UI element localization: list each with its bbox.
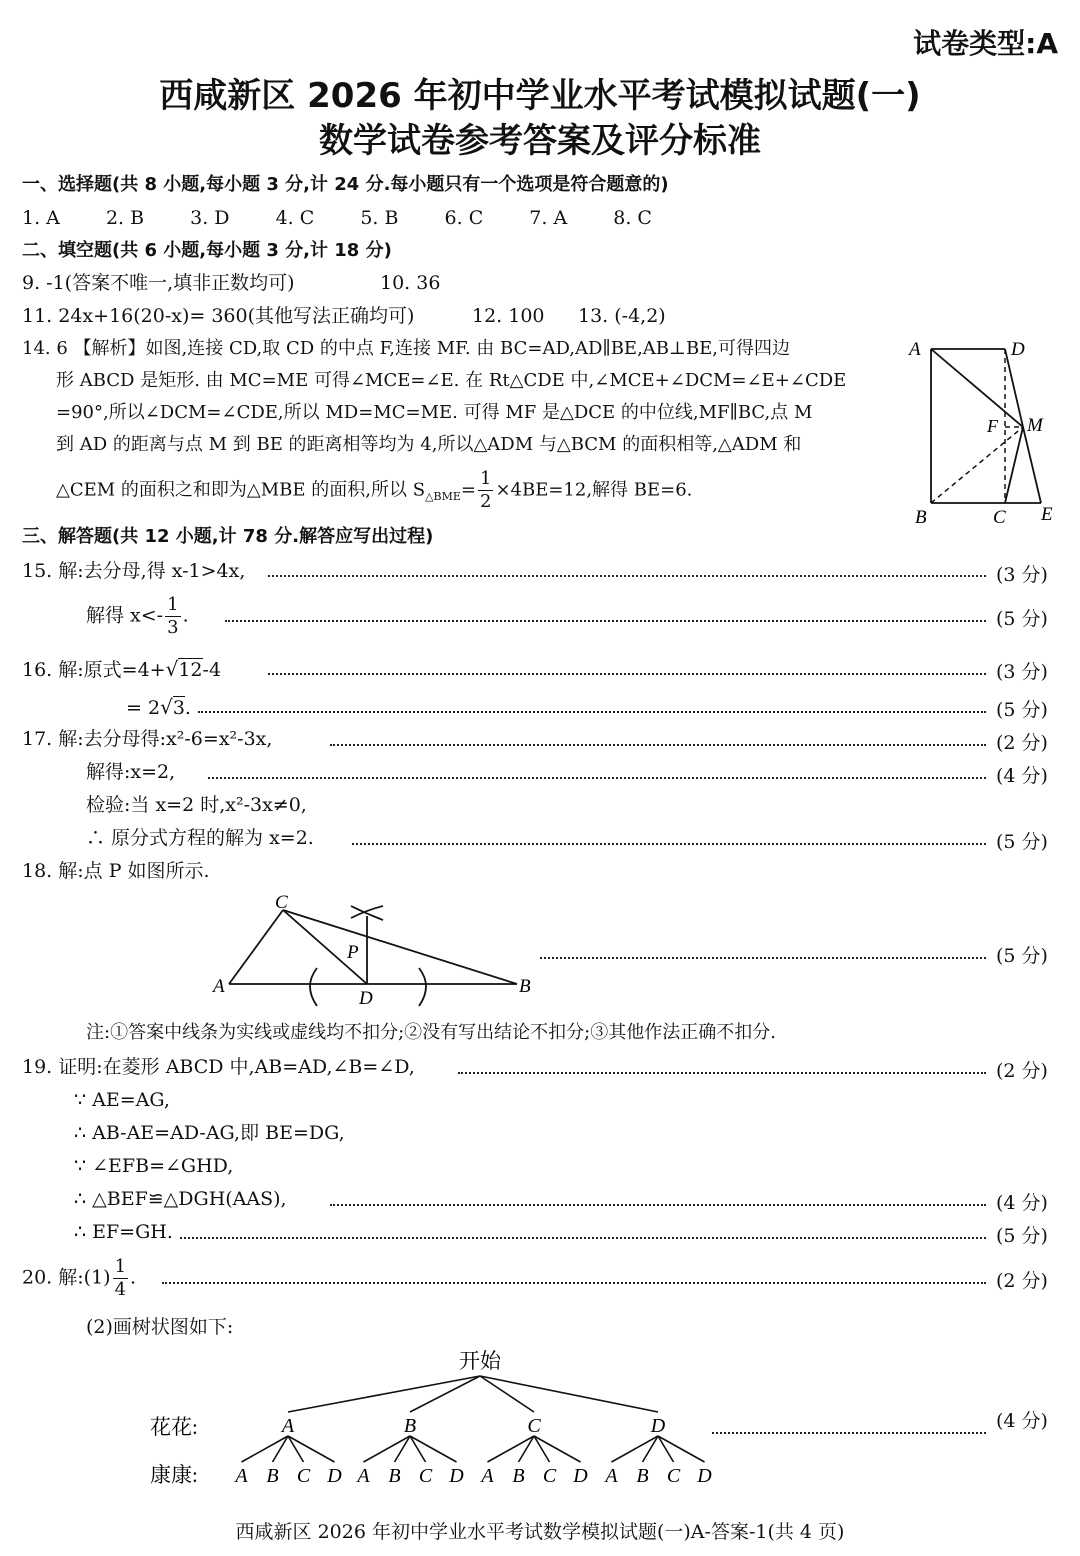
answer-q10: 10. 36 <box>380 272 441 294</box>
answer-q20-line: 20. 解:(1) $\frac{1}{4}$ . <box>22 1256 137 1300</box>
point-label-f: F <box>987 416 998 436</box>
answer-q15-line: 解得 x<- $\frac{1}{3}$ . <box>86 594 189 638</box>
leader-dots <box>540 957 986 959</box>
answer-q12: 12. 100 <box>472 305 545 327</box>
answer-q19-line: ∵ AE=AG, <box>74 1089 170 1111</box>
leader-dots <box>225 620 986 622</box>
score-points: (3 分) <box>996 661 1048 683</box>
tree-row-label: 花花: <box>150 1415 198 1439</box>
answer-q14-line: △CEM 的面积之和即为△MBE 的面积,所以 $S_{\triangle BME}=$ $\frac{1}{2}$ ×4BE=12,解得 BE=6. <box>56 468 693 512</box>
score-points: (5 分) <box>996 831 1048 853</box>
tree-node-level2: A <box>481 1465 494 1487</box>
point-label-b: B <box>519 976 531 997</box>
leader-dots <box>712 1432 986 1434</box>
mc-answer: 5. B <box>360 207 399 229</box>
tree-node-level2: A <box>605 1465 618 1487</box>
tree-node-level2: B <box>512 1465 525 1487</box>
tree-node-level2: B <box>266 1465 279 1487</box>
point-label-a: A <box>909 339 921 360</box>
mc-answer: 8. C <box>613 207 652 229</box>
mc-answer: 4. C <box>275 207 315 229</box>
tree-node-level2: D <box>697 1465 712 1487</box>
mc-answer: 3. D <box>190 207 230 229</box>
answer-q19-line: 19. 证明:在菱形 ABCD 中,AB=AD,∠B=∠D, <box>22 1056 415 1078</box>
answer-q14-line: 到 AD 的距离与点 M 到 BE 的距离相等均为 4,所以△ADM 与△BCM 的面积相等,△ADM 和 <box>56 434 802 455</box>
answer-q14-line: 14. 6 【解析】如图,连接 CD,取 CD 的中点 F,连接 MF. 由 BC=AD,AD∥BE,AB⊥BE,可得四边 <box>22 338 791 359</box>
answer-q16-line: = 2√3. <box>126 695 191 719</box>
tree-diagram <box>140 1340 720 1500</box>
answer-q17-line: 解得:x=2, <box>86 761 176 783</box>
point-label-b: B <box>915 507 927 528</box>
point-label-c: C <box>993 507 1006 528</box>
point-label-c: C <box>275 892 288 913</box>
answer-q19-line: ∴ △BEF≌△DGH(AAS), <box>74 1188 287 1210</box>
point-label-p: P <box>347 942 359 963</box>
tree-node-level1: D <box>650 1415 666 1437</box>
paper-type: 试卷类型:A <box>913 27 1058 60</box>
section1-heading: 一、选择题(共 8 小题,每小题 3 分,计 24 分.每小题只有一个选项是符合题意的) <box>22 174 669 195</box>
answer-q14-line: 形 ABCD 是矩形. 由 MC=ME 可得∠MCE=∠E. 在 Rt△CDE 中,∠MCE+∠DCM=∠E+∠CDE <box>56 370 847 391</box>
fraction: $\frac{1}{2}$ <box>479 468 492 512</box>
leader-dots <box>330 1204 986 1206</box>
score-points: (5 分) <box>996 699 1048 721</box>
tree-start: 开始 <box>459 1349 501 1373</box>
leader-dots <box>198 711 986 713</box>
answer-q19-line: ∴ AB-AE=AD-AG,即 BE=DG, <box>74 1122 345 1144</box>
tree-branch <box>410 1376 480 1412</box>
point-label-d: D <box>1011 339 1025 360</box>
answer-q18-line: 18. 解:点 P 如图所示. <box>22 860 210 882</box>
fraction: $\frac{1}{3}$ <box>167 594 179 638</box>
answer-q20-line: (2)画树状图如下: <box>86 1316 234 1338</box>
mc-answer: 2. B <box>105 207 145 229</box>
score-points: (2 分) <box>996 1270 1048 1292</box>
leader-dots <box>268 575 986 577</box>
note-q18: 注:①答案中线条为实线或虚线均不扣分;②没有写出结论不扣分;③其他作法正确不扣分. <box>86 1022 776 1043</box>
point-label-a: A <box>213 976 225 997</box>
page-footer: 西咸新区 2026 年初中学业水平考试数学模拟试题(一)A-答案-1(共 4 页) <box>235 1521 845 1543</box>
fraction: $\frac{1}{4}$ <box>114 1256 127 1300</box>
leader-dots <box>458 1072 986 1074</box>
page-title: 西咸新区 2026 年初中学业水平考试模拟试题(一) <box>159 76 921 116</box>
leader-dots <box>180 1237 986 1239</box>
score-points: (2 分) <box>996 732 1048 754</box>
score-points: (5 分) <box>996 1225 1048 1247</box>
leader-dots <box>268 673 986 675</box>
figure-q14 <box>905 335 1065 530</box>
answer-q9: 9. -1(答案不唯一,填非正数均可) <box>22 272 295 294</box>
leader-dots <box>162 1282 986 1284</box>
answer-q17-line: 17. 解:去分母得:x²-6=x²-3x, <box>22 728 273 750</box>
answer-q17-line: 检验:当 x=2 时,x²-3x≠0, <box>86 794 307 816</box>
leader-dots <box>208 777 986 779</box>
score-points: (4 分) <box>996 1192 1048 1214</box>
leader-dots <box>330 744 986 746</box>
score-points: (5 分) <box>996 945 1048 967</box>
answer-q13: 13. (-4,2) <box>578 305 666 327</box>
answer-q19-line: ∵ ∠EFB=∠GHD, <box>74 1155 234 1177</box>
tree-node-level2: C <box>666 1465 681 1487</box>
tree-node-level1: B <box>403 1415 417 1437</box>
tree-node-level2: A <box>235 1465 248 1487</box>
answer-q14-line: =90°,所以∠DCM=∠CDE,所以 MD=MC=ME. 可得 MF 是△DCE 的中位线,MF∥BC,点 M <box>56 402 813 423</box>
tree-node-level2: D <box>573 1465 588 1487</box>
mc-answer: 7. A <box>529 207 568 229</box>
answer-q15-line: 15. 解:去分母,得 x-1>4x, <box>22 560 246 582</box>
figure-q18 <box>205 888 540 1010</box>
tree-node-level2: D <box>327 1465 342 1487</box>
score-points: (2 分) <box>996 1060 1048 1082</box>
answer-q16-line: 16. 解:原式=4+√12-4 <box>22 657 222 681</box>
tree-node-level2: C <box>296 1465 311 1487</box>
score-points: (3 分) <box>996 564 1048 586</box>
tree-node-level2: A <box>357 1465 370 1487</box>
point-label-m: M <box>1027 415 1043 436</box>
point-label-d: D <box>359 988 373 1009</box>
mc-answer: 1. A <box>22 207 60 229</box>
score-points: (4 分) <box>996 765 1048 787</box>
page-subtitle: 数学试卷参考答案及评分标准 <box>319 121 761 161</box>
mc-answer: 6. C <box>444 207 484 229</box>
tree-node-level1: C <box>527 1415 541 1437</box>
tree-node-level2: B <box>388 1465 401 1487</box>
point-label-e: E <box>1041 504 1053 525</box>
section2-heading: 二、填空题(共 6 小题,每小题 3 分,计 18 分) <box>22 240 392 261</box>
tree-node-level2: D <box>449 1465 464 1487</box>
tree-node-level2: C <box>418 1465 433 1487</box>
answer-q11: 11. 24x+16(20-x)= 360(其他写法正确均可) <box>22 305 415 327</box>
section3-heading: 三、解答题(共 12 小题,计 78 分.解答应写出过程) <box>22 526 434 547</box>
tree-node-level2: B <box>636 1465 649 1487</box>
tree-branch <box>288 1376 480 1412</box>
score-points: (4 分) <box>996 1410 1048 1432</box>
tree-node-level2: C <box>542 1465 557 1487</box>
tree-row-label: 康康: <box>150 1463 198 1487</box>
tree-node-level1: A <box>281 1415 295 1437</box>
mc-answers <box>22 207 652 230</box>
leader-dots <box>352 843 986 845</box>
answer-q17-line: ∴ 原分式方程的解为 x=2. <box>86 827 314 849</box>
answer-q19-line: ∴ EF=GH. <box>74 1221 173 1243</box>
score-points: (5 分) <box>996 608 1048 630</box>
